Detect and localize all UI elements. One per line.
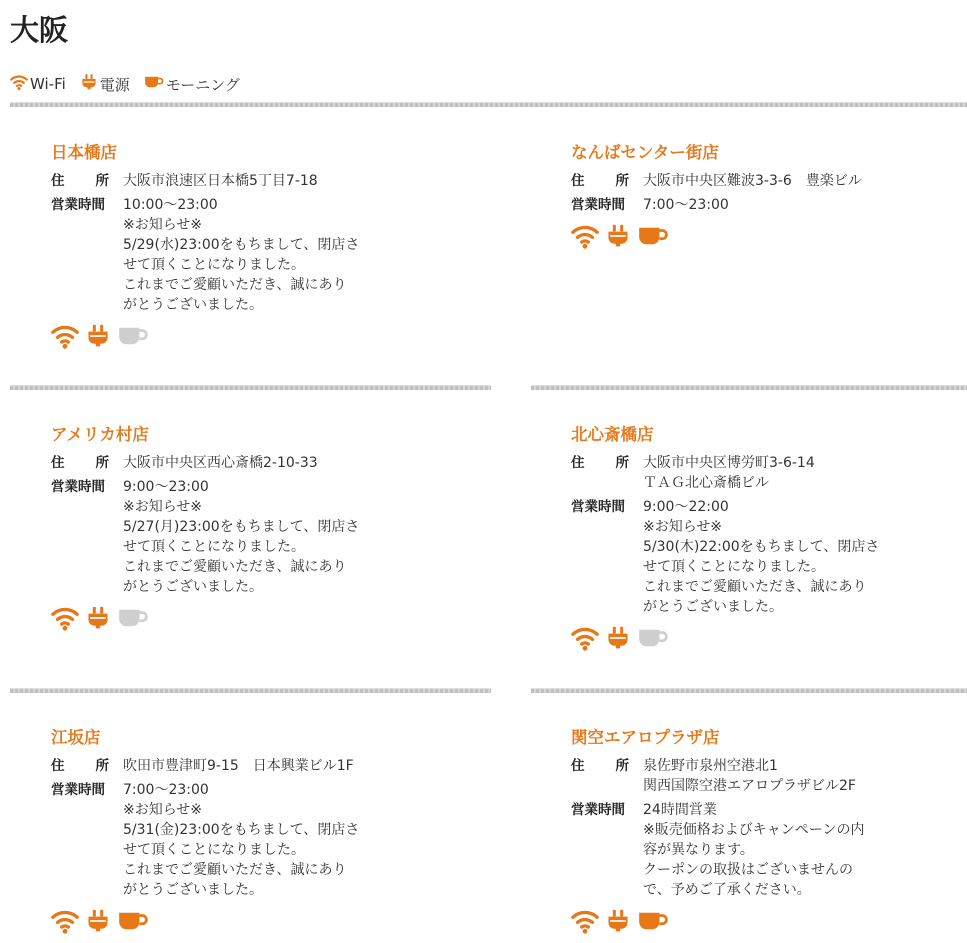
store-hours: 9:00～23:00 ※お知らせ※ 5/27(月)23:00をもちまして、閉店さ せて頂くことになりました。 これまでご愛顧いただき、誠にあり がとうございました。 [123, 479, 360, 595]
amenity-icons [51, 605, 421, 635]
store-name[interactable]: アメリカ村店 [51, 425, 149, 444]
address-row [51, 756, 421, 776]
store-address: 泉佐野市泉州空港北1 関西国際空港エアロプラザビル2F [643, 758, 856, 794]
store-address: 大阪市中央区難波3-3-6 豊楽ビル [643, 173, 862, 189]
divider [531, 688, 967, 693]
store-name[interactable]: 日本橋店 [51, 143, 117, 162]
wifi-icon [571, 624, 599, 656]
plug-icon [85, 322, 111, 354]
address-row [571, 756, 941, 796]
legend-power-label: 電源 [99, 75, 130, 94]
wifi-icon [51, 604, 79, 636]
wifi-icon [51, 907, 79, 939]
plug-icon [80, 73, 98, 95]
plug-icon [605, 907, 631, 939]
coffee-cup-icon [637, 224, 669, 252]
hours-row [571, 800, 941, 900]
hours-label: 営業時間 [51, 197, 105, 213]
hours-row [571, 195, 941, 215]
address-label: 住 所 [571, 758, 629, 774]
wifi-icon [10, 73, 28, 95]
hours-label: 営業時間 [571, 499, 625, 515]
store-name[interactable]: 北心斎橋店 [571, 425, 654, 444]
divider [10, 688, 491, 693]
store-hours: 10:00～23:00 ※お知らせ※ 5/29(水)23:00をもちまして、閉店さ せて頂くことになりました。 これまでご愛顧いただき、誠にあり がとうございました。 [123, 197, 360, 313]
store-card-nihonbashi [51, 143, 421, 353]
legend-morning [144, 74, 240, 95]
address-label: 住 所 [51, 758, 109, 774]
address-label: 住 所 [571, 455, 629, 471]
store-hours: 24時間営業 ※販売価格およびキャンペーンの内 容が異なります。 クーポンの取扱はございませんの で、予めご了承ください。 [643, 802, 865, 898]
address-row [571, 453, 941, 493]
hours-label: 営業時間 [51, 479, 105, 495]
plug-icon [605, 222, 631, 254]
store-address: 大阪市中央区博労町3-6-14 ＴＡＧ北心斎橋ビル [643, 455, 815, 491]
legend-power [80, 73, 130, 95]
store-address: 大阪市浪速区日本橋5丁目7-18 [123, 173, 318, 189]
coffee-cup-icon [117, 324, 149, 352]
store-card-kita-shinsaibashi [571, 425, 941, 655]
hours-label: 営業時間 [571, 802, 625, 818]
page-title: 大阪 [10, 13, 69, 47]
store-card-namba-center-gai [571, 143, 941, 253]
coffee-cup-icon [117, 606, 149, 634]
plug-icon [605, 624, 631, 656]
store-hours: 7:00～23:00 ※お知らせ※ 5/31(金)23:00をもちまして、閉店さ せて頂くことになりました。 これまでご愛顧いただき、誠にあり がとうございました。 [123, 782, 360, 898]
wifi-icon [51, 322, 79, 354]
divider [10, 102, 967, 107]
address-row [51, 171, 421, 191]
amenity-icons [51, 908, 421, 938]
address-row [51, 453, 421, 473]
hours-label: 営業時間 [51, 782, 105, 798]
store-hours: 9:00～22:00 ※お知らせ※ 5/30(木)22:00をもちまして、閉店さ せて頂くことになりました。 これまでご愛顧いただき、誠にあり がとうございました。 [643, 499, 880, 615]
address-label: 住 所 [51, 455, 109, 471]
hours-row [571, 497, 941, 617]
address-label: 住 所 [51, 173, 109, 189]
coffee-cup-icon [117, 909, 149, 937]
store-name[interactable]: 関空エアロプラザ店 [571, 728, 720, 747]
coffee-cup-icon [144, 74, 164, 94]
hours-label: 営業時間 [571, 197, 625, 213]
store-card-america-mura [51, 425, 421, 635]
divider [531, 385, 967, 390]
hours-row [51, 780, 421, 900]
store-address: 大阪市中央区西心斎橋2-10-33 [123, 455, 318, 471]
legend-wifi-label: Wi-Fi [30, 75, 66, 93]
store-name[interactable]: なんばセンター街店 [571, 143, 719, 162]
address-row [571, 171, 941, 191]
address-label: 住 所 [571, 173, 629, 189]
store-address: 吹田市豊津町9-15 日本興業ビル1F [123, 758, 354, 774]
store-card-esaka [51, 728, 421, 938]
legend-morning-label: モーニング [165, 75, 240, 94]
amenity-icons [571, 223, 941, 253]
legend-wifi [10, 73, 66, 95]
plug-icon [85, 907, 111, 939]
wifi-icon [571, 907, 599, 939]
hours-row [51, 195, 421, 315]
hours-row [51, 477, 421, 597]
store-hours: 7:00～23:00 [643, 197, 729, 213]
amenity-legend [10, 72, 254, 96]
coffee-cup-icon [637, 626, 669, 654]
wifi-icon [571, 222, 599, 254]
store-name[interactable]: 江坂店 [51, 728, 101, 747]
store-card-kanku-aeroplaza [571, 728, 941, 938]
amenity-icons [51, 323, 421, 353]
amenity-icons [571, 625, 941, 655]
divider [10, 385, 491, 390]
coffee-cup-icon [637, 909, 669, 937]
amenity-icons [571, 908, 941, 938]
plug-icon [85, 604, 111, 636]
